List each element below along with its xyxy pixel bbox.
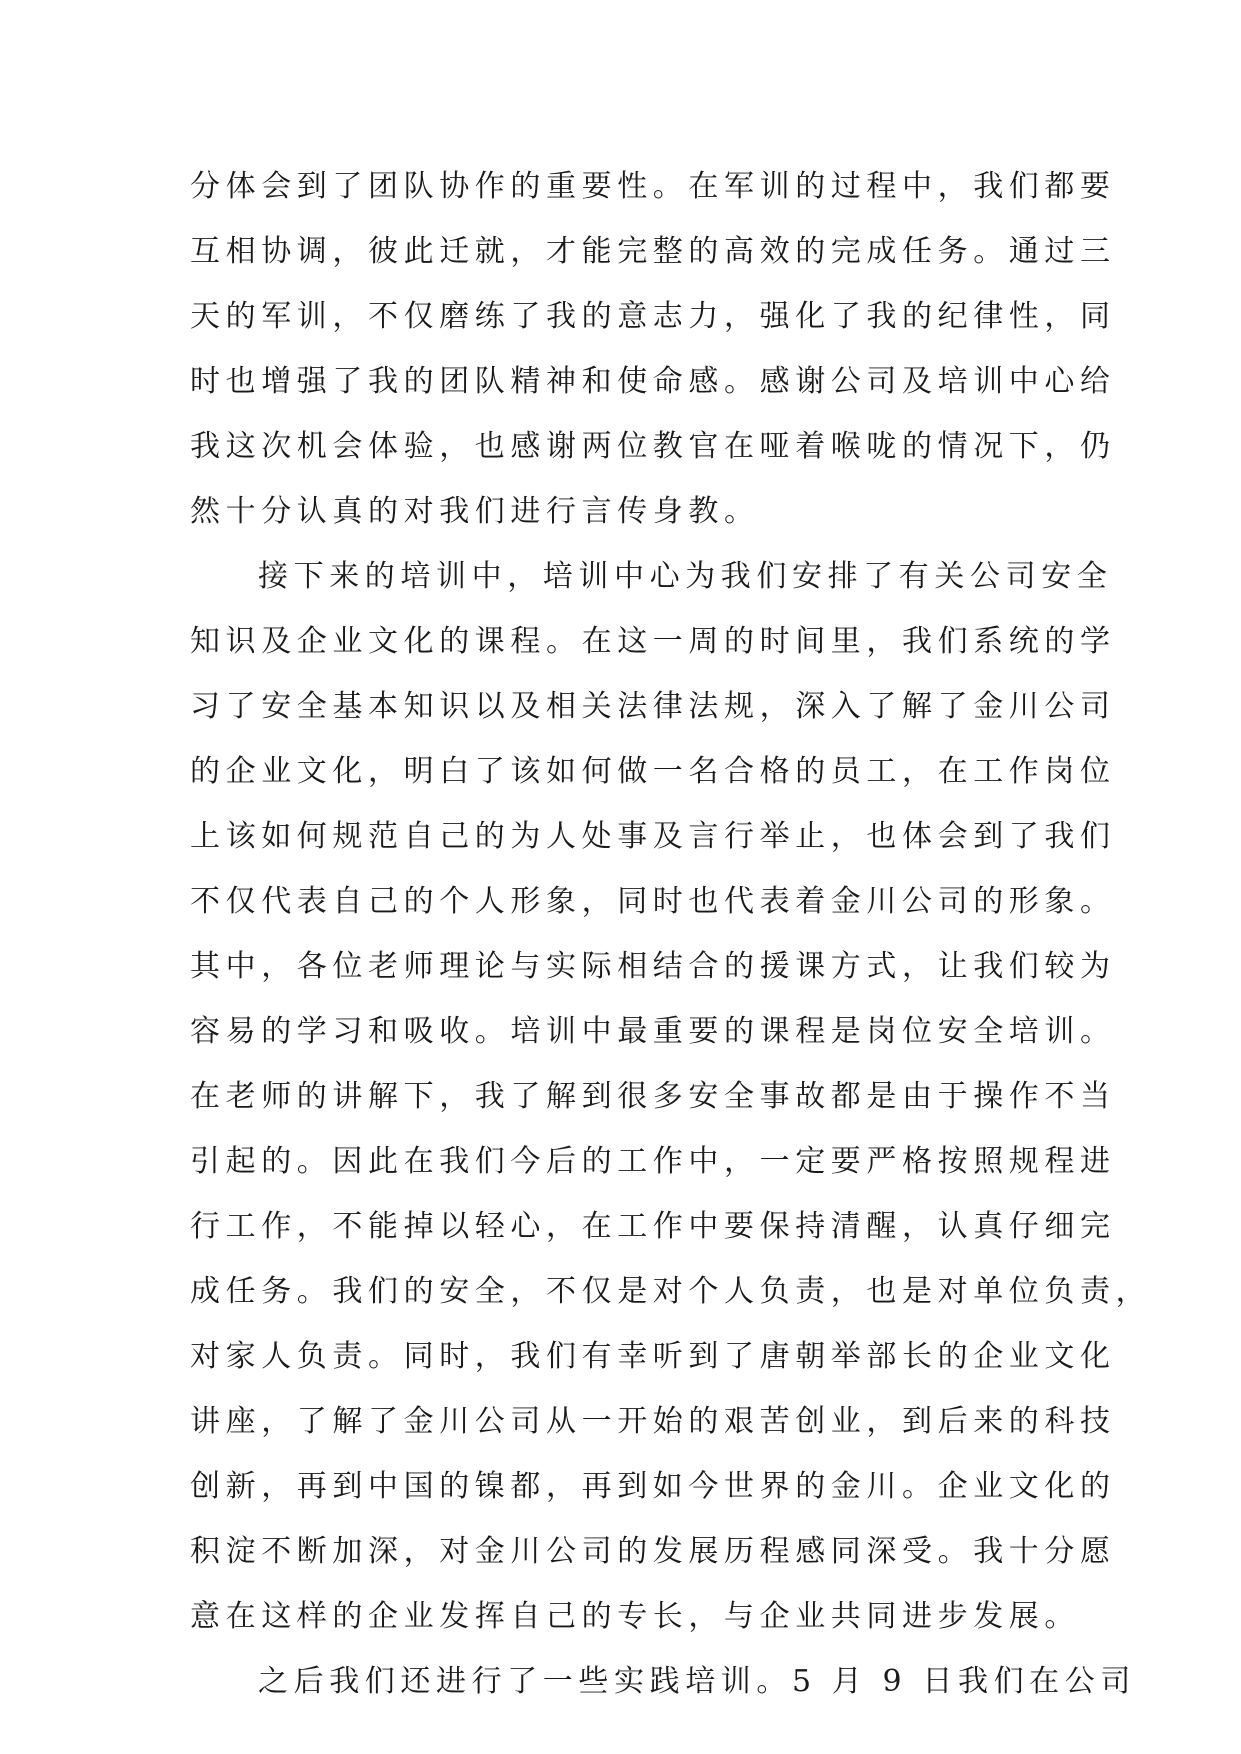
text-line-19: 对家人负责。同时，我们有幸听到了唐朝举部长的企业文化 (190, 1339, 1116, 1374)
text-line-20: 讲座，了解了金川公司从一开始的艰苦创业，到后来的科技 (190, 1404, 1116, 1439)
text-line-15: 在老师的讲解下，我了解到很多安全事故都是由于操作不当 (190, 1079, 1116, 1114)
text-line-5: 我这次机会体验，也感谢两位教官在哑着喉咙的情况下，仍 (190, 429, 1116, 464)
text-line-3: 天的军训，不仅磨练了我的意志力，强化了我的纪律性，同 (190, 299, 1116, 334)
text-line-13: 其中，各位老师理论与实际相结合的援课方式，让我们较为 (190, 949, 1116, 984)
text-line-8: 知识及企业文化的课程。在这一周的时间里，我们系统的学 (190, 624, 1116, 659)
paragraph-start-line: 接下来的培训中，培训中心为我们安排了有关公司安全 (258, 559, 1113, 594)
text-line-11: 上该如何规范自己的为人处事及言行举止，也体会到了我们 (190, 819, 1116, 854)
text-line-2: 互相协调，彼此迁就，才能完整的高效的完成任务。通过三 (190, 234, 1116, 269)
text-line-1: 分体会到了团队协作的重要性。在军训的过程中，我们都要 (190, 169, 1116, 204)
text-line-18: 成任务。我们的安全，不仅是对个人负责，也是对单位负责， (190, 1274, 1152, 1309)
text-line-16: 引起的。因此在我们今后的工作中，一定要严格按照规程进 (190, 1144, 1116, 1179)
text-line-23: 意在这样的企业发挥自己的专长，与企业共同进步发展。 (190, 1599, 1080, 1634)
text-line-10: 的企业文化，明白了该如何做一名合格的员工，在工作岗位 (190, 754, 1116, 789)
text-line-4: 时也增强了我的团队精神和使命感。感谢公司及培训中心给 (190, 364, 1116, 399)
text-line-6: 然十分认真的对我们进行言传身教。 (190, 494, 760, 529)
text-line-12: 不仅代表自己的个人形象，同时也代表着金川公司的形象。 (190, 884, 1116, 919)
paragraph-start-line: 之后我们还进行了一些实践培训。5 月 9 日我们在公司 (258, 1664, 1136, 1699)
text-line-21: 创新，再到中国的镍都，再到如今世界的金川。企业文化的 (190, 1469, 1116, 1504)
text-line-17: 行工作，不能掉以轻心，在工作中要保持清醒，认真仔细完 (190, 1209, 1116, 1244)
body-text (190, 154, 1152, 1714)
text-line-9: 习了安全基本知识以及相关法律法规，深入了解了金川公司 (190, 689, 1116, 724)
text-line-22: 积淀不断加深，对金川公司的发展历程感同深受。我十分愿 (190, 1534, 1116, 1569)
text-line-14: 容易的学习和吸收。培训中最重要的课程是岗位安全培训。 (190, 1014, 1116, 1049)
